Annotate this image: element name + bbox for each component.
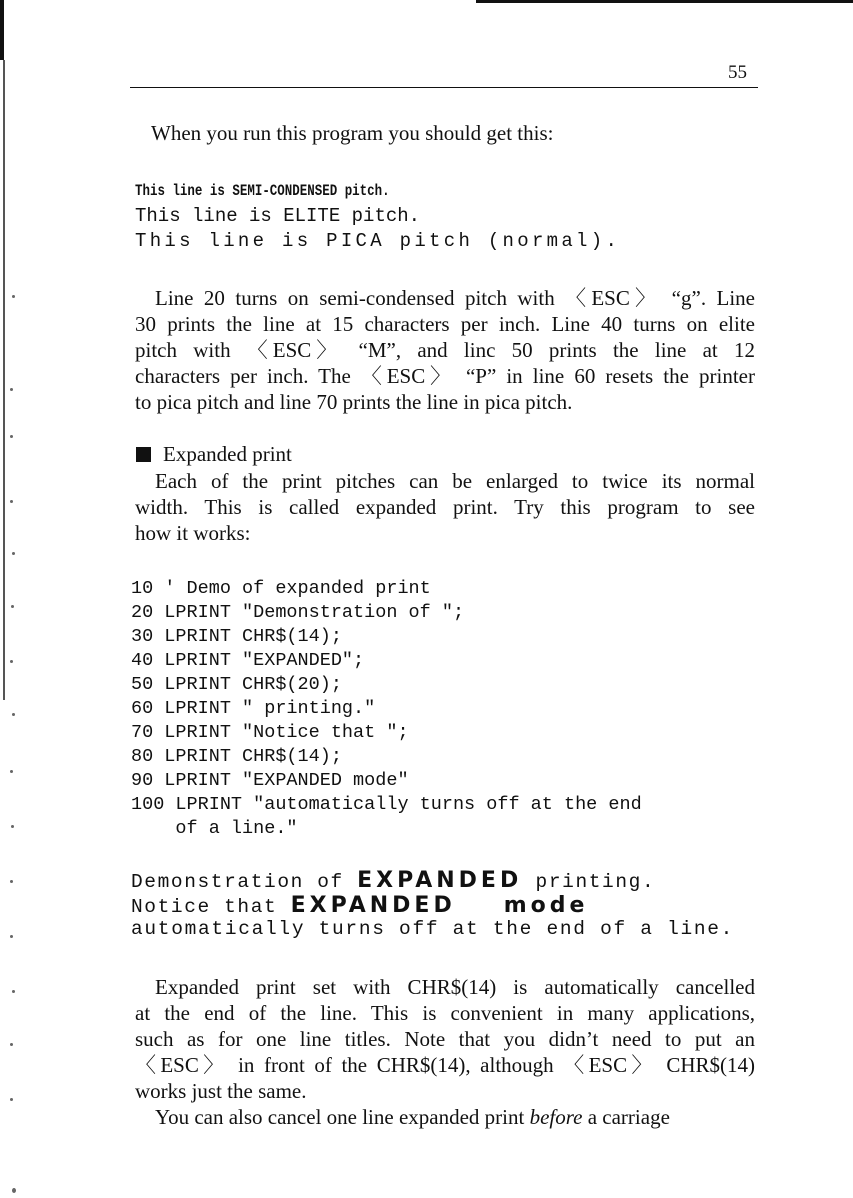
scan-speck — [11, 825, 14, 828]
scan-edge — [0, 0, 4, 60]
paragraph-pitch-explanation — [135, 285, 755, 415]
scan-speck — [12, 1188, 16, 1193]
code-line: 90 LPRINT "EXPANDED mode" — [131, 770, 409, 791]
header-rule — [130, 87, 758, 88]
scan-edge-line — [3, 60, 5, 700]
paragraph-expanded-cancel — [135, 974, 755, 1130]
scan-speck — [10, 660, 13, 663]
scan-speck — [10, 1098, 13, 1101]
code-line: 30 LPRINT CHR$(14); — [131, 626, 342, 647]
para4-emphasis: before — [529, 1105, 583, 1129]
section-heading — [136, 442, 292, 467]
para3-line-1: Expanded print set with CHR$(14) is automatically cancelled — [155, 975, 755, 999]
para2-line-1: Each of the print pitches can be enlarged to twice its normal — [155, 469, 755, 493]
output2-line-2-expanded: EXPANDED — [290, 893, 456, 918]
section-heading-text: Expanded print — [163, 442, 292, 466]
scan-speck — [12, 713, 15, 716]
scan-speck — [10, 388, 13, 391]
output2-line-1-expanded: EXPANDED — [357, 868, 523, 893]
output2-line-2-start: Notice that — [131, 896, 291, 918]
code-line: 80 LPRINT CHR$(14); — [131, 746, 342, 767]
code-listing — [131, 577, 642, 841]
para3-line-4: 〈ESC〉 in front of the CHR$(14), although 〈ESC〉 CHR$(14) — [135, 1053, 755, 1077]
paragraph-expanded-intro — [135, 468, 755, 546]
scan-speck — [12, 990, 15, 993]
output2-line-1-start: Demonstration of — [131, 871, 358, 893]
scan-speck — [12, 552, 15, 555]
square-bullet-icon — [136, 447, 151, 462]
para1-line-2: 30 prints the line at 15 characters per inch. Line 40 turns on elite — [135, 312, 755, 336]
para4-after: a carriage — [582, 1105, 670, 1129]
scan-speck — [12, 295, 15, 298]
code-line: of a line." — [131, 818, 298, 839]
scan-speck — [11, 605, 14, 608]
para2-line-3: how it works: — [135, 521, 251, 545]
output-line-pica: This line is PICA pitch (normal). — [135, 230, 621, 252]
code-line: 60 LPRINT " printing." — [131, 698, 376, 719]
scan-speck — [10, 500, 13, 503]
output2-line-1-end: printing. — [522, 871, 656, 893]
scan-speck — [10, 435, 13, 438]
para3-line-3: such as for one line titles. Note that you didn’t need to put an — [135, 1027, 755, 1051]
scan-speck — [10, 935, 13, 938]
output-line-semi-condensed: This line is SEMI-CONDENSED pitch. — [135, 182, 390, 200]
output-line-elite: This line is ELITE pitch. — [135, 205, 421, 227]
scan-speck — [10, 880, 13, 883]
para1-line-1: Line 20 turns on semi-condensed pitch with 〈ESC〉 “g”. Line — [155, 286, 755, 310]
para2-line-2: width. This is called expanded print. Try this program to see — [135, 495, 755, 519]
para3-line-2: at the end of the line. This is convenient in many applications, — [135, 1001, 755, 1025]
output2-line-3: automatically turns off at the end of a line. — [131, 918, 735, 940]
scan-speck — [10, 770, 13, 773]
top-rule — [476, 0, 853, 3]
page-number: 55 — [728, 62, 747, 83]
output2-line-2 — [131, 893, 588, 918]
para1-line-4: characters per inch. The 〈ESC〉 “P” in line 60 resets the printer — [135, 364, 755, 388]
code-line: 10 ' Demo of expanded print — [131, 578, 431, 599]
para1-line-3: pitch with 〈ESC〉 “M”, and linc 50 prints the line at 12 — [135, 338, 755, 362]
para4-before: You can also cancel one line expanded print — [155, 1105, 530, 1129]
para3-line-5: works just the same. — [135, 1079, 307, 1103]
scan-speck — [10, 1043, 13, 1046]
code-line: 20 LPRINT "Demonstration of "; — [131, 602, 465, 623]
output2-line-1 — [131, 868, 655, 893]
output2-line-2-mode: mode — [503, 893, 589, 918]
code-line: 100 LPRINT "automatically turns off at the end — [131, 794, 642, 815]
intro-text: When you run this program you should get this: — [151, 121, 554, 145]
code-line: 40 LPRINT "EXPANDED"; — [131, 650, 365, 671]
code-line: 50 LPRINT CHR$(20); — [131, 674, 342, 695]
para1-line-5: to pica pitch and line 70 prints the line in pica pitch. — [135, 390, 573, 414]
code-line: 70 LPRINT "Notice that "; — [131, 722, 409, 743]
